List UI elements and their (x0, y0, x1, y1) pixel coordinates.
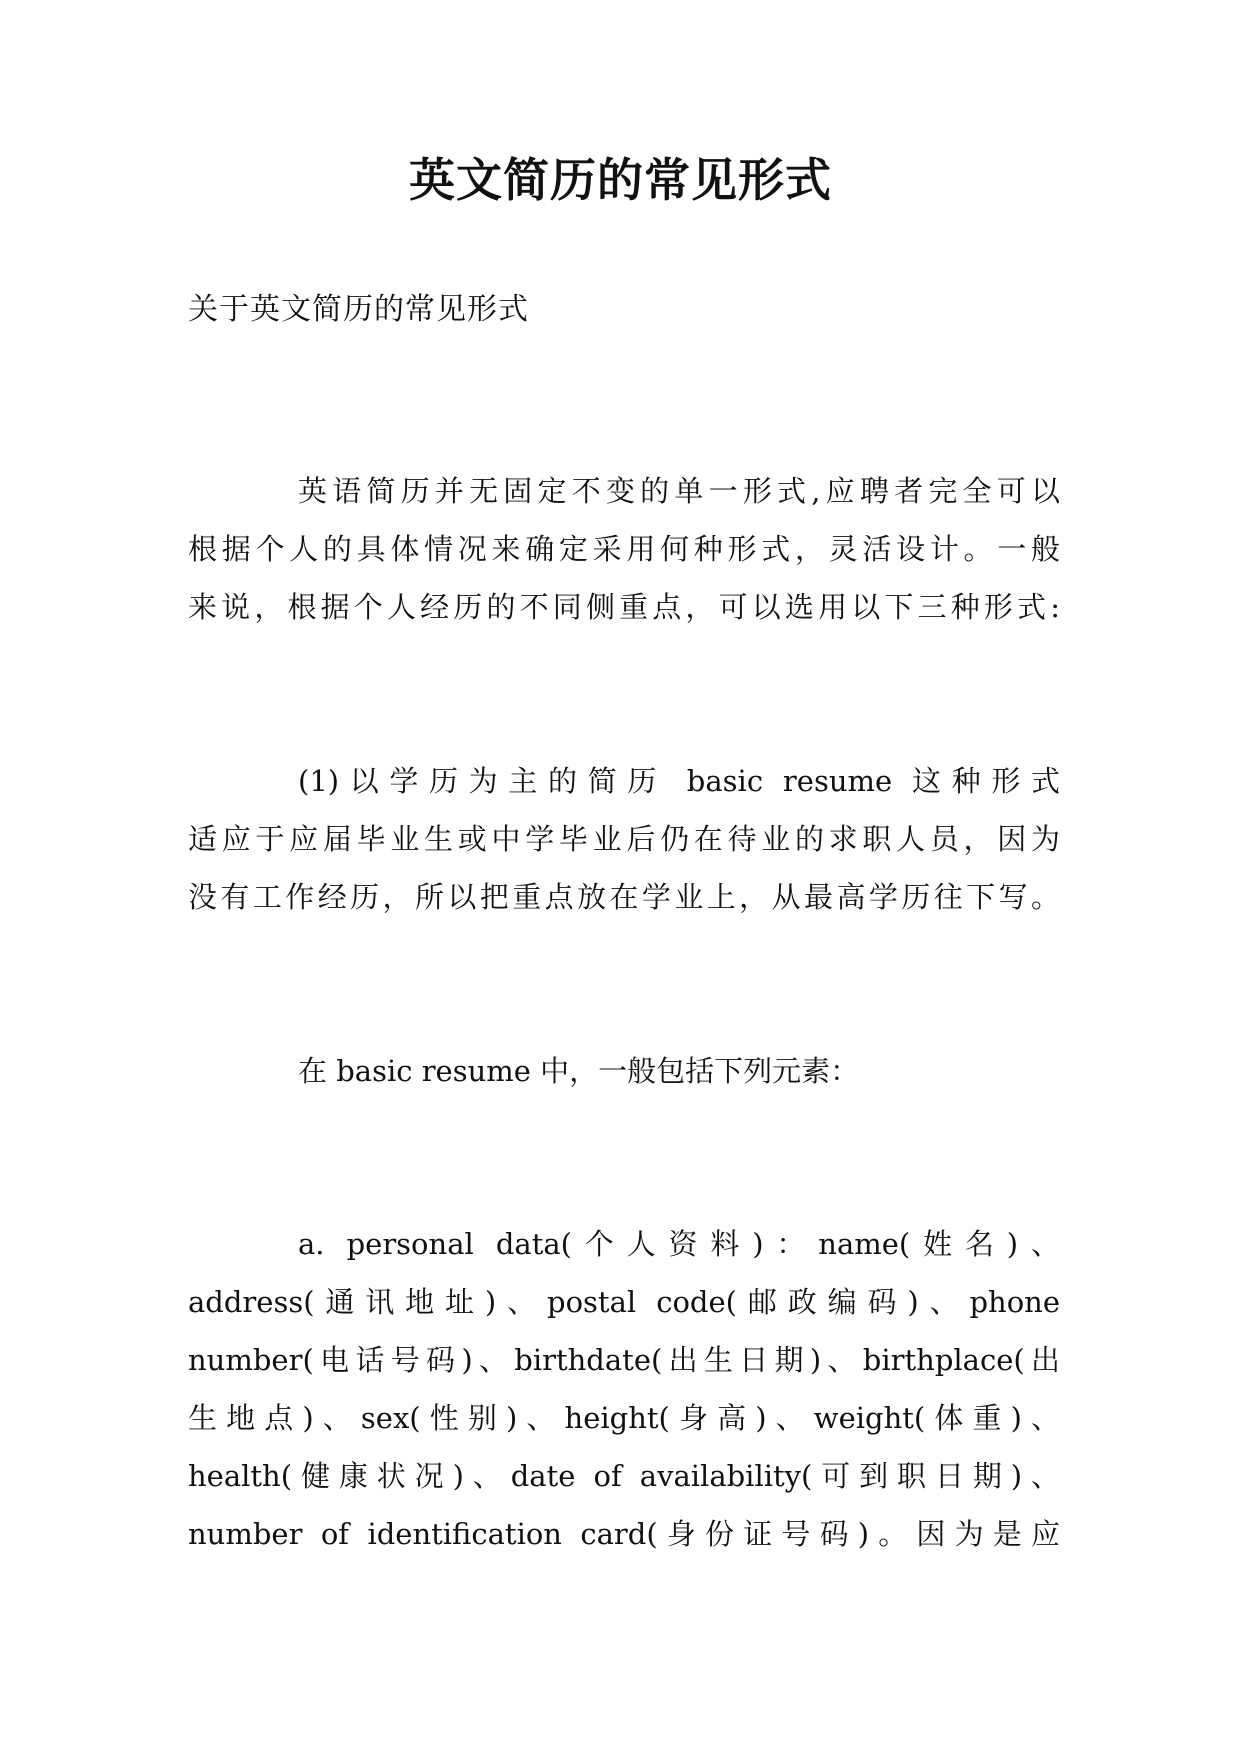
paragraph-line: a. personal data(个人资料)：name(姓名)、 (298, 1227, 1060, 1261)
paragraph-line: 来说，根据个人经历的不同侧重点，可以选用以下三种形式: (188, 590, 1060, 624)
paragraph-intro (188, 462, 1060, 636)
paragraph-basic-resume (188, 752, 1060, 926)
paragraph-line: (1)以学历为主的简历 basic resume 这种形式 (298, 764, 1060, 798)
paragraph-line: 没有工作经历，所以把重点放在学业上，从最高学历往下写。 (188, 880, 1060, 914)
paragraph-personal-data (188, 1215, 1060, 1563)
paragraph-line: health(健康状况)、date of availability(可到职日期)、 (188, 1459, 1060, 1493)
paragraph-line: number of identification card(身份证号码)。因为是应 (188, 1517, 1060, 1551)
paragraph-elements-intro (188, 1042, 1060, 1100)
document-subtitle: 关于英文简历的常见形式 (188, 292, 529, 327)
paragraph-line: 生地点)、sex(性别)、height(身高)、weight(体重)、 (188, 1401, 1060, 1435)
paragraph-line: number(电话号码)、birthdate(出生日期)、birthplace(出 (188, 1343, 1060, 1377)
paragraph-line: 适应于应届毕业生或中学毕业后仍在待业的求职人员，因为 (188, 822, 1060, 856)
document-title: 英文简历的常见形式 (409, 153, 832, 207)
paragraph-line: 在 basic resume 中，一般包括下列元素： (298, 1054, 860, 1088)
paragraph-line: address(通讯地址)、postal code(邮政编码)、phone (188, 1285, 1060, 1319)
paragraph-line: 英语简历并无固定不变的单一形式,应聘者完全可以 (298, 474, 1060, 508)
paragraph-line: 根据个人的具体情况来确定采用何种形式，灵活设计。一般 (188, 532, 1060, 566)
